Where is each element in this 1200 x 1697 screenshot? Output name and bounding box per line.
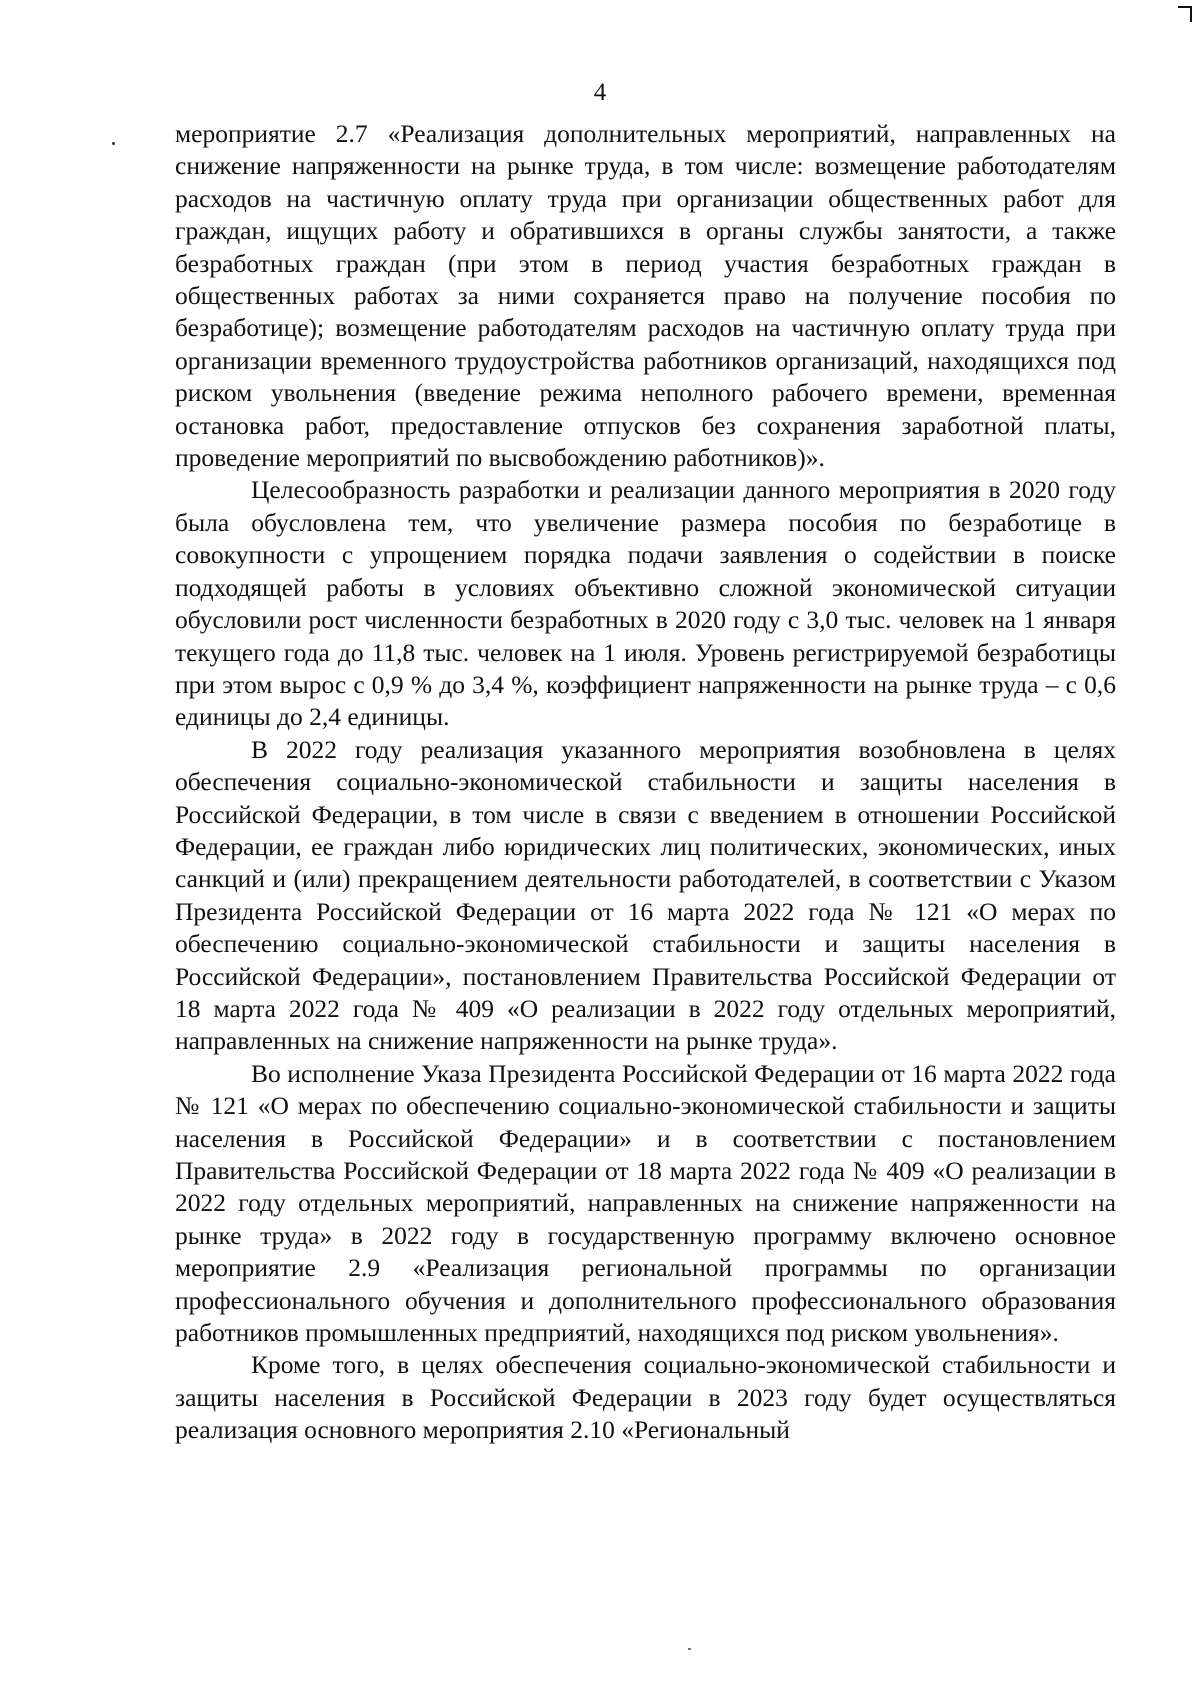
- page-number: 4: [593, 79, 607, 106]
- document-body: [175, 118, 1116, 1447]
- paragraph: Во исполнение Указа Президента Российской Федерации от 16 марта 2022 года № 121 «О мерах по обеспечению социально-экономической стабильности и защиты населения в Российской Федерации» и в соответствии с постановлением Правительства Российской Федерации от 18 марта 2022 года № 409 «О реализации в 2022 году отдельных мероприятий, направленных на снижение напряженности на рынке труда» в 2022 году в государственную программу включено основное мероприятие 2.9 «Реализация региональной программы по организации профессионального обучения и дополнительного профессионального образования работников промышленных предприятий, находящихся под риском увольнения».: [175, 1058, 1116, 1348]
- scan-speck: [688, 1648, 691, 1650]
- paragraph: Целесообразность разработки и реализации данного мероприятия в 2020 году была обусловлена тем, что увеличение размера пособия по безработице в совокупности с упрощением порядка подачи заявления о содействии в поиске подходящей работы в условиях объективно сложной экономической ситуации обусловили рост численности безработных в 2020 году с 3,0 тыс. человек на 1 января текущего года до 11,8 тыс. человек на 1 июля. Уровень регистрируемой безработицы при этом вырос с 0,9 % до 3,4 %, коэффициент напряженности на рынке труда – с 0,6 единицы до 2,4 единицы.: [175, 475, 1116, 732]
- corner-crop-mark: [1178, 6, 1192, 22]
- paragraph-continuation: мероприятие 2.7 «Реализация дополнительных мероприятий, направленных на снижение напряженности на рынке труда, в том числе: возмещение работодателям расходов на частичную оплату труда при организации общественных работ для граждан, ищущих работу и обратившихся в органы службы занятости, а также безработных граждан (при этом в период участия безработных граждан в общественных работах за ними сохраняется право на получение пособия по безработице); возмещение работодателям расходов на частичную оплату труда при организации временного трудоустройства работников организаций, находящихся под риском увольнения (введение режима неполного рабочего времени, временная остановка работ, предоставление отпусков без сохранения заработной платы, проведение мероприятий по высвобождению работников)».: [175, 119, 1116, 473]
- margin-speck: [112, 142, 115, 145]
- paragraph: Кроме того, в целях обеспечения социально-экономической стабильности и защиты населения в Российской Федерации в 2023 году будет осуществляться реализация основного мероприятия 2.10 «Региональный: [175, 1350, 1116, 1445]
- paragraph: В 2022 году реализация указанного мероприятия возобновлена в целях обеспечения социально-экономической стабильности и защиты населения в Российской Федерации, в том числе в связи с введением в отношении Российской Федерации, ее граждан либо юридических лиц политических, экономических, иных санкций и (или) прекращением деятельности работодателей, в соответствии с Указом Президента Российской Федерации от 16 марта 2022 года № 121 «О мерах по обеспечению социально-экономической стабильности и защиты населения в Российской Федерации», постановлением Правительства Российской Федерации от 18 марта 2022 года № 409 «О реализации в 2022 году отдельных мероприятий, направленных на снижение напряженности на рынке труда».: [175, 734, 1116, 1056]
